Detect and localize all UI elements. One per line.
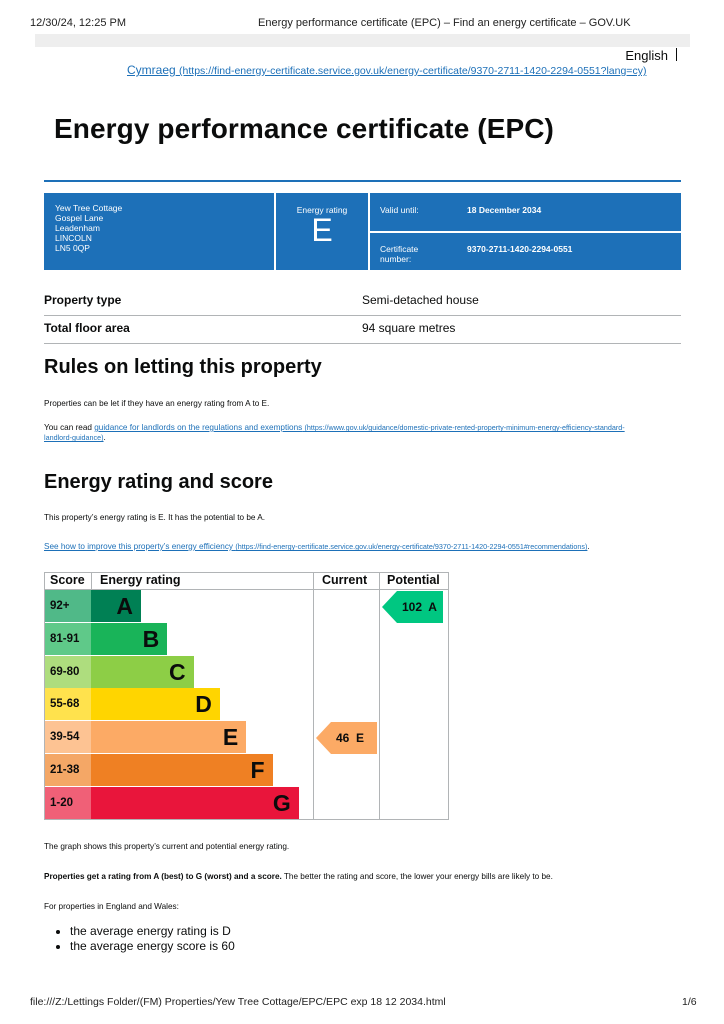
band-letter: F: [250, 757, 265, 783]
top-bar: [35, 34, 690, 47]
valid-until-label: Valid until:: [380, 205, 419, 215]
chart-header-rating: Energy rating: [100, 573, 181, 587]
chart-divider-score: [91, 572, 92, 589]
property-type-row: [44, 287, 681, 316]
band-score: 21-38: [45, 754, 91, 786]
print-page-number: 1/6: [682, 996, 697, 1008]
improve-paragraph: [44, 542, 590, 552]
averages-list: [44, 924, 235, 954]
floor-area-value: 94 square metres: [362, 321, 456, 335]
rating-heading: Energy rating and score: [44, 471, 273, 493]
language-switcher: [625, 48, 677, 63]
language-cymraeg-link[interactable]: [127, 63, 646, 77]
band-bar: [91, 787, 299, 819]
title-divider: [44, 180, 681, 182]
rating-explanation-bold: Properties get a rating from A (best) to G (worst) and a score.: [44, 872, 282, 881]
certificate-number-box: [370, 233, 681, 270]
chart-divider-current: [313, 572, 314, 820]
current-rating-arrow-label: 46 E: [331, 722, 377, 754]
rating-explanation-rest: The better the rating and score, the lower your energy bills are likely to be.: [281, 872, 553, 881]
average-rating: • the average energy rating is D: [70, 924, 235, 939]
band-score: 81-91: [45, 623, 91, 655]
valid-until-box: [370, 193, 681, 231]
band-letter: B: [142, 625, 160, 652]
chart-header-current: Current: [322, 573, 368, 587]
rating-paragraph: This property’s energy rating is E. It has the potential to be A.: [44, 513, 266, 522]
print-page-title: Energy performance certificate (EPC) – Find an energy certificate – GOV.UK: [258, 17, 631, 29]
guidance-link[interactable]: [44, 423, 625, 442]
language-separator: [676, 48, 677, 61]
band-score: 69-80: [45, 656, 91, 688]
certificate-number: 9370-2711-1420-2294-0551: [467, 244, 573, 254]
average-score: • the average energy score is 60: [70, 939, 235, 954]
band-letter: C: [168, 658, 186, 685]
address-line: LN5 0QP: [55, 243, 90, 253]
potential-rating-arrow-tip: [382, 591, 397, 623]
band-score: 92+: [45, 590, 91, 622]
energy-rating-chart: [44, 572, 449, 820]
page-title: Energy performance certificate (EPC): [54, 113, 554, 144]
language-english[interactable]: English: [625, 48, 668, 63]
band-letter: G: [272, 789, 291, 816]
improve-suffix: .: [587, 542, 590, 551]
chart-header-potential: Potential: [387, 573, 440, 587]
rating-explanation: [44, 872, 553, 882]
valid-until-date: 18 December 2034: [467, 205, 542, 215]
band-letter: A: [116, 593, 133, 619]
guidance-link-text[interactable]: guidance for landlords on the regulations and exemptions: [94, 423, 303, 432]
address-line: Gospel Lane: [55, 213, 104, 223]
band-score: 1-20: [45, 787, 91, 819]
cymraeg-url[interactable]: (https://find-energy-certificate.service.gov.uk/energy-certificate/9370-2711-1420-2294-0551?lang=cy): [179, 65, 647, 77]
band-bar: [91, 754, 273, 786]
band-letter: E: [222, 724, 239, 751]
potential-rating-arrow-label: 102 A: [397, 591, 443, 623]
certificate-summary: [44, 193, 681, 270]
band-letter: D: [195, 691, 212, 718]
band-bar: [91, 656, 194, 688]
guidance-url-cont[interactable]: landlord-guidance): [44, 433, 104, 442]
band-bar: [91, 721, 246, 753]
chart-header-score: Score: [50, 573, 85, 587]
guidance-suffix: .: [103, 433, 106, 442]
graph-note: The graph shows this property’s current and potential energy rating.: [44, 842, 290, 851]
address-line: LINCOLN: [55, 233, 92, 243]
address-line: Leadenham: [55, 223, 100, 233]
current-rating-arrow-tip: [316, 722, 331, 754]
band-score: 39-54: [45, 721, 91, 753]
certificate-number-label: Certificate number:: [380, 244, 419, 264]
property-type-value: Semi-detached house: [362, 293, 479, 307]
england-wales-note: For properties in England and Wales:: [44, 902, 179, 911]
guidance-url[interactable]: (https://www.gov.uk/guidance/domestic-private-rented-property-minimum-energy-efficiency-standard-: [304, 423, 625, 432]
band-bar: [91, 590, 141, 622]
address-line: Yew Tree Cottage: [55, 203, 123, 213]
band-bar: [91, 623, 167, 655]
property-type-label: Property type: [44, 293, 122, 307]
print-datetime: 12/30/24, 12:25 PM: [30, 17, 127, 29]
guidance-prefix: You can read: [44, 423, 95, 432]
chart-divider-potential: [379, 572, 380, 820]
energy-rating-box: [276, 193, 368, 270]
improve-link-text[interactable]: See how to improve this property’s energy efficiency: [44, 542, 234, 551]
floor-area-label: Total floor area: [44, 321, 130, 335]
energy-rating-label: Energy rating: [296, 205, 348, 215]
band-bar: [91, 688, 220, 720]
letting-paragraph: Properties can be let if they have an energy rating from A to E.: [44, 399, 270, 408]
cymraeg-label[interactable]: Cymraeg: [127, 63, 176, 77]
improve-link[interactable]: [44, 542, 590, 551]
print-file-path: file:///Z:/Lettings Folder/(FM) Properties/Yew Tree Cottage/EPC/EPC exp 18 12 2034.html: [30, 996, 446, 1008]
guidance-paragraph: [44, 423, 674, 443]
letting-heading: Rules on letting this property: [44, 356, 322, 378]
energy-rating-letter: E: [311, 212, 333, 248]
property-address: [44, 193, 274, 270]
band-score: 55-68: [45, 688, 91, 720]
improve-url[interactable]: (https://find-energy-certificate.service.gov.uk/energy-certificate/9370-2711-1420-2294-0551#recommendations): [235, 542, 588, 551]
floor-area-row: [44, 315, 681, 344]
